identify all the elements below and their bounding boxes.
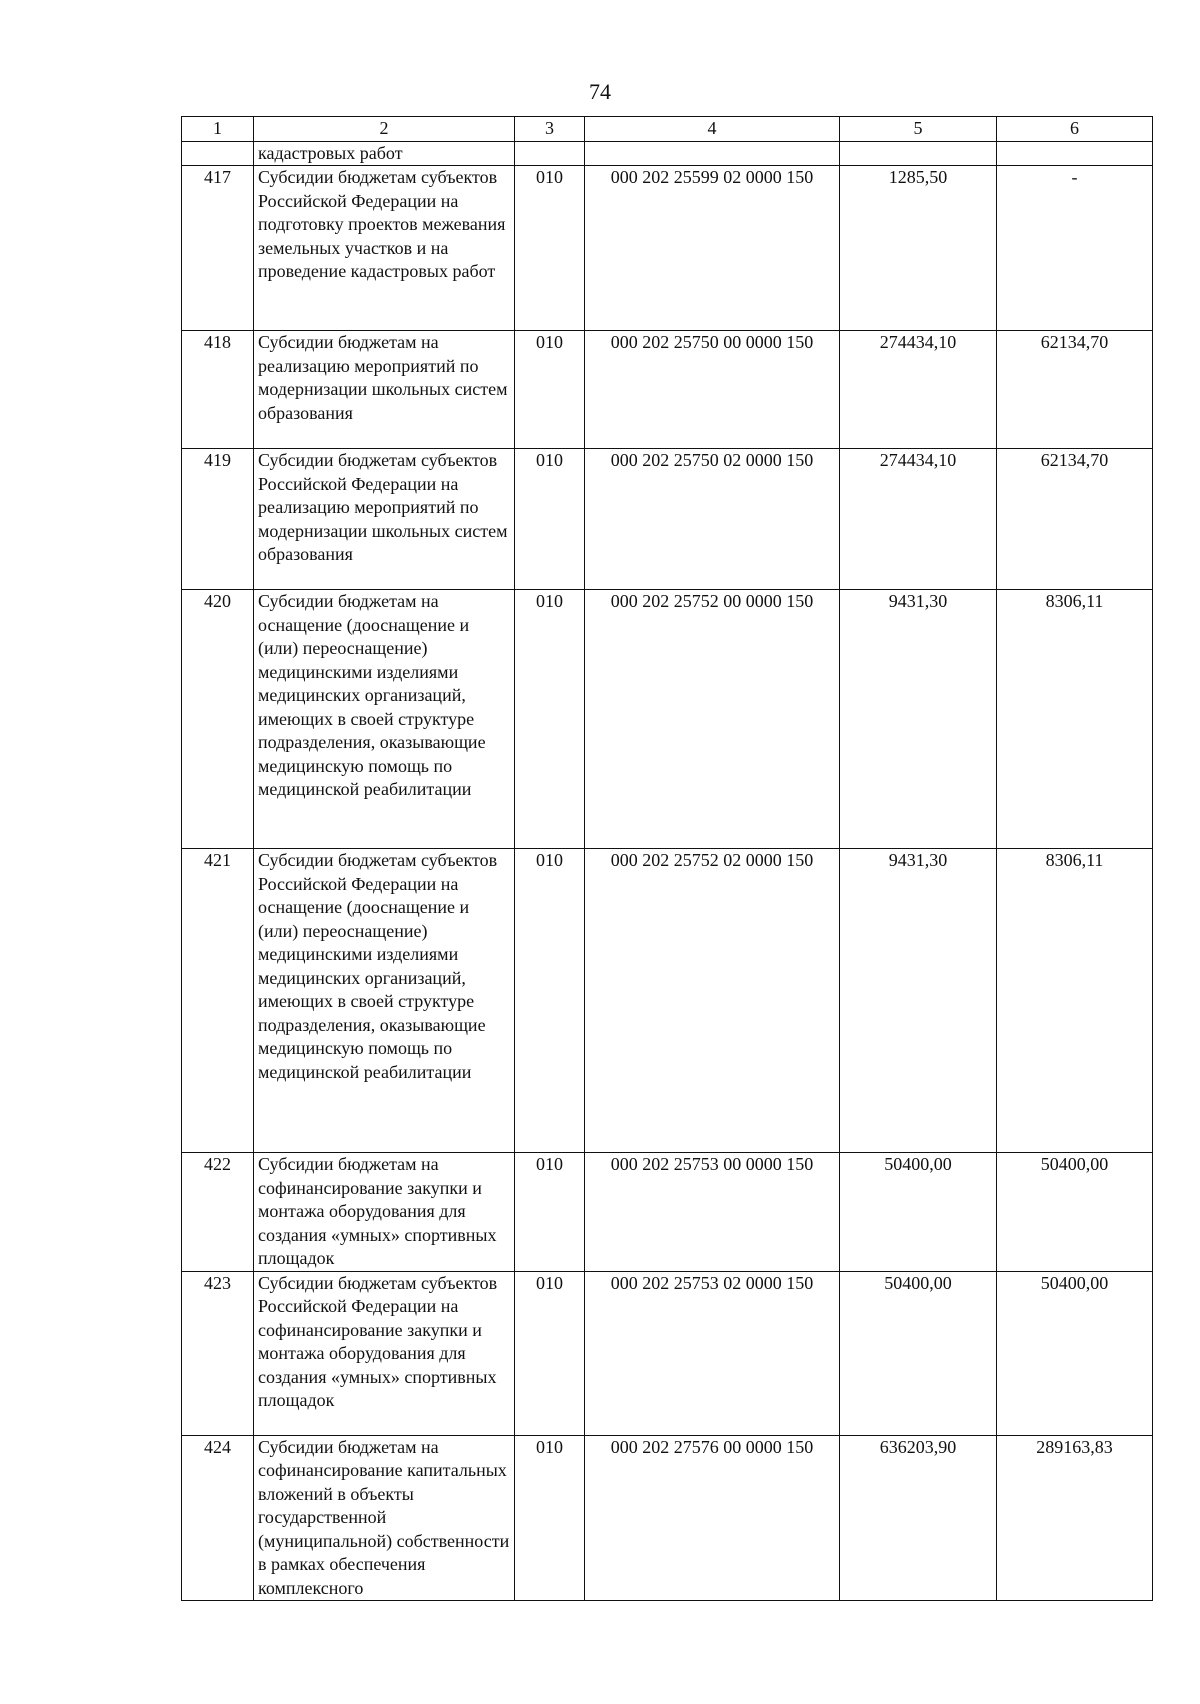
column-number-header-row [182, 117, 1153, 142]
item-name-cell: Субсидии бюджетам субъектов Российской Федерации на софинансирование закупки и монтажа оборудования для создания «умных» спортивных площадок [254, 1271, 515, 1435]
continuation-row [182, 141, 1153, 166]
column-header-4: 4 [585, 117, 840, 142]
table-row [182, 1435, 1153, 1601]
admin-code-cell: 010 [515, 849, 585, 1153]
budget-code-cell: 000 202 25753 02 0000 150 [585, 1271, 840, 1435]
budget-code-cell: 000 202 25750 00 0000 150 [585, 331, 840, 449]
row-number-cell [182, 141, 254, 166]
amount-1-cell: 9431,30 [840, 849, 997, 1153]
budget-code-cell: 000 202 27576 00 0000 150 [585, 1435, 840, 1601]
admin-code-cell: 010 [515, 449, 585, 590]
budget-code-cell: 000 202 25752 02 0000 150 [585, 849, 840, 1153]
item-name-cell: Субсидии бюджетам на софинансирование закупки и монтажа оборудования для создания «умных» спортивных площадок [254, 1153, 515, 1272]
amount-2-cell: 8306,11 [997, 590, 1153, 849]
table-row [182, 449, 1153, 590]
budget-code-cell: 000 202 25753 00 0000 150 [585, 1153, 840, 1272]
page-number: 74 [589, 79, 611, 104]
amount-1-cell: 50400,00 [840, 1271, 997, 1435]
column-header-3: 3 [515, 117, 585, 142]
admin-code-cell: 010 [515, 166, 585, 331]
row-number-cell: 420 [182, 590, 254, 849]
amount-2-cell: 8306,11 [997, 849, 1153, 1153]
item-name-cell: Субсидии бюджетам на реализацию мероприятий по модернизации школьных систем образования [254, 331, 515, 449]
admin-code-cell: 010 [515, 1271, 585, 1435]
amount-2-cell: 50400,00 [997, 1153, 1153, 1272]
table-row [182, 1153, 1153, 1272]
amount-1-cell: 9431,30 [840, 590, 997, 849]
table-row [182, 166, 1153, 331]
row-number-cell: 417 [182, 166, 254, 331]
item-name-cell: Субсидии бюджетам субъектов Российской Федерации на реализацию мероприятий по модернизации школьных систем образования [254, 449, 515, 590]
column-header-6: 6 [997, 117, 1153, 142]
table-row [182, 849, 1153, 1153]
item-name-cell: кадастровых работ [254, 141, 515, 166]
admin-code-cell: 010 [515, 590, 585, 849]
column-header-1: 1 [182, 117, 254, 142]
amount-1-cell: 274434,10 [840, 331, 997, 449]
amount-2-cell: 62134,70 [997, 331, 1153, 449]
column-header-5: 5 [840, 117, 997, 142]
amount-2-cell [997, 141, 1153, 166]
amount-2-cell: 62134,70 [997, 449, 1153, 590]
amount-1-cell: 636203,90 [840, 1435, 997, 1601]
admin-code-cell: 010 [515, 1435, 585, 1601]
column-header-2: 2 [254, 117, 515, 142]
amount-1-cell: 274434,10 [840, 449, 997, 590]
budget-code-cell: 000 202 25599 02 0000 150 [585, 166, 840, 331]
item-name-cell: Субсидии бюджетам на оснащение (дооснащение и (или) переоснащение) медицинскими изделиями медицинских организаций, имеющих в своей структуре подразделения, оказывающие медицинскую помощь по медицинской реабилитации [254, 590, 515, 849]
admin-code-cell: 010 [515, 331, 585, 449]
row-number-cell: 422 [182, 1153, 254, 1272]
amount-1-cell: 1285,50 [840, 166, 997, 331]
admin-code-cell [515, 141, 585, 166]
admin-code-cell: 010 [515, 1153, 585, 1272]
row-number-cell: 424 [182, 1435, 254, 1601]
row-number-cell: 423 [182, 1271, 254, 1435]
item-name-cell: Субсидии бюджетам на софинансирование капитальных вложений в объекты государственной (муниципальной) собственности в рамках обеспечения комплексного [254, 1435, 515, 1601]
table-row [182, 590, 1153, 849]
item-name-cell: Субсидии бюджетам субъектов Российской Федерации на оснащение (дооснащение и (или) переоснащение) медицинскими изделиями медицинских организаций, имеющих в своей структуре подразделения, оказывающие медицинскую помощь по медицинской реабилитации [254, 849, 515, 1153]
row-number-cell: 418 [182, 331, 254, 449]
item-name-cell: Субсидии бюджетам субъектов Российской Федерации на подготовку проектов межевания земельных участков и на проведение кадастровых работ [254, 166, 515, 331]
amount-2-cell: 50400,00 [997, 1271, 1153, 1435]
amount-1-cell: 50400,00 [840, 1153, 997, 1272]
amount-1-cell [840, 141, 997, 166]
row-number-cell: 421 [182, 849, 254, 1153]
amount-2-cell: - [997, 166, 1153, 331]
budget-code-cell [585, 141, 840, 166]
table-row [182, 1271, 1153, 1435]
table-row [182, 331, 1153, 449]
row-number-cell: 419 [182, 449, 254, 590]
budget-code-cell: 000 202 25752 00 0000 150 [585, 590, 840, 849]
amount-2-cell: 289163,83 [997, 1435, 1153, 1601]
budget-table [181, 116, 1153, 1601]
budget-code-cell: 000 202 25750 02 0000 150 [585, 449, 840, 590]
